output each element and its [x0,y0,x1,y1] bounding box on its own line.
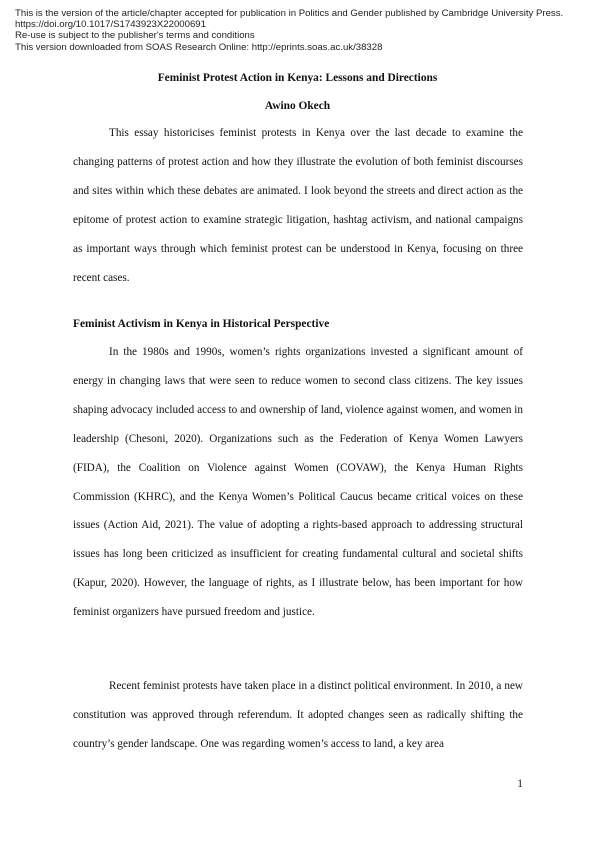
body-paragraph-2: Recent feminist protests have taken place in a distinct political environment. In 2010, a new constitution was approved through referendum. It adopted changes seen as radically shifting the country’s gender landscape. One was regarding women’s access to land, a key area [73,680,523,750]
header-download-source: This version downloaded from SOAS Research Online: http://eprints.soas.ac.uk/38328 [15,41,383,53]
document-provenance-header [15,8,585,53]
header-reuse-note: Re-use is subject to the publisher's terms and conditions [15,30,255,42]
body-paragraph-1: In the 1980s and 1990s, women’s rights organizations invested a significant amount of energy in changing laws that were seen to reduce women to second class citizens. The key issues shaping advocacy included access to and ownership of land, violence against women, and women in leadership (Chesoni, 2020). Organizations such as the Federation of Kenya Women Lawyers (FIDA), the Coalition on Violence against Women (COVAW), the Kenya Human Rights Commission (KHRC), and the Kenya Women’s Political Caucus became critical voices on these issues (Action Aid, 2021). The value of adopting a rights-based approach to addressing structural issues has long been criticized as insufficient for creating fundamental cultural and societal shifts (Kapur, 2020). However, the language of rights, as I illustrate below, has been important for how feminist organizers have pursued freedom and justice. [73,346,523,619]
page-number: 1 [517,778,523,790]
section-heading: Feminist Activism in Kenya in Historical Perspective [73,318,330,330]
header-publication-note: This is the version of the article/chapter accepted for publication in Politics and Gender published by Cambridge University Press. [15,8,564,19]
article-title: Feminist Protest Action in Kenya: Lessons and Directions [157,72,438,84]
author-name: Awino Okech [264,100,331,112]
header-doi: https://doi.org/10.1017/S1743923X22000691 [15,19,206,31]
abstract-paragraph: This essay historicises feminist protests in Kenya over the last decade to examine the changing patterns of protest action and how they illustrate the evolution of both feminist discourses and sites within which these debates are animated. I look beyond the streets and direct action as the epitome of protest action to examine strategic litigation, hashtag activism, and national campaigns as important ways through which feminist protest can be understood in Kenya, focusing on three recent cases. [73,127,523,284]
